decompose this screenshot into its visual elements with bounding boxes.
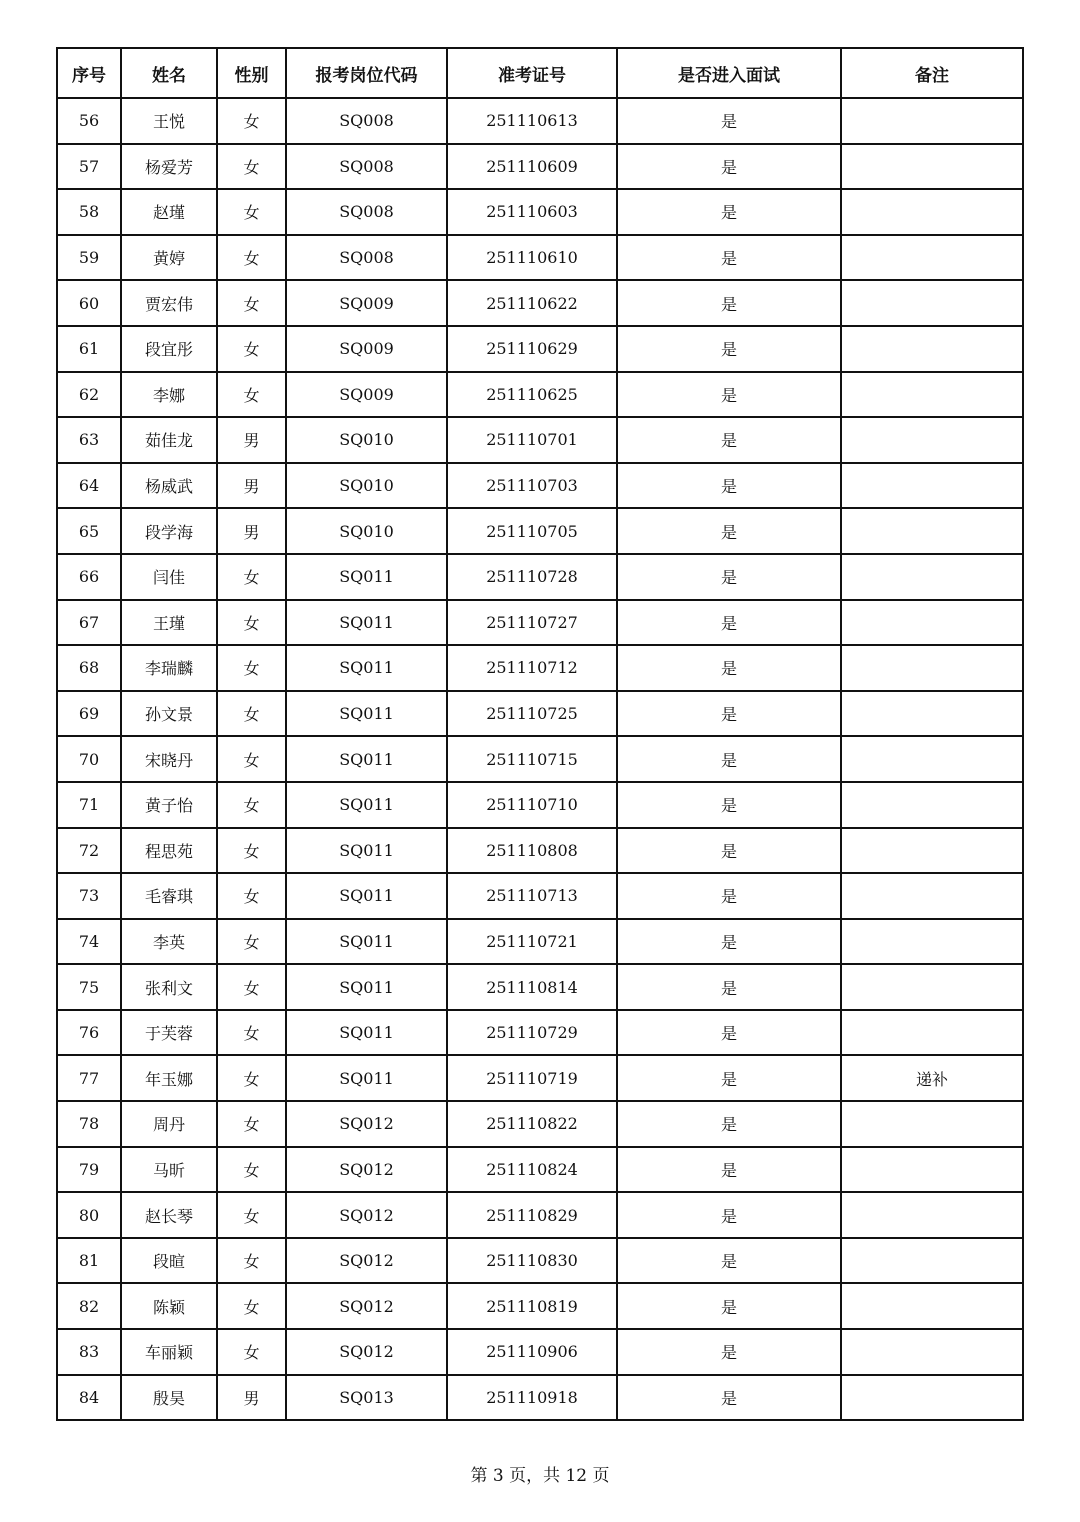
- table-row: [57, 280, 1023, 326]
- table-row: [57, 1329, 1023, 1375]
- col-position-code-cell: SQ011: [286, 1010, 447, 1056]
- col-remarks-cell: [841, 417, 1023, 463]
- col-name-cell: 段宜彤: [121, 326, 217, 372]
- col-ticket-number-cell: 251110824: [447, 1147, 617, 1193]
- col-interview-cell: 是: [617, 98, 841, 144]
- col-seq-cell: 72: [57, 828, 121, 874]
- col-interview-cell: 是: [617, 1329, 841, 1375]
- table-row: [57, 1192, 1023, 1238]
- col-interview-cell: 是: [617, 1375, 841, 1421]
- col-name-cell: 程思苑: [121, 828, 217, 874]
- page-footer: 第 3 页，共 12 页: [470, 1466, 610, 1486]
- col-interview-cell: 是: [617, 189, 841, 235]
- col-gender-cell: 女: [217, 1147, 286, 1193]
- col-gender-header: 性别: [217, 48, 286, 98]
- col-remarks-cell: [841, 1283, 1023, 1329]
- col-gender-cell: 女: [217, 98, 286, 144]
- col-gender-cell: 女: [217, 964, 286, 1010]
- col-remarks-header: 备注: [841, 48, 1023, 98]
- table-row: [57, 417, 1023, 463]
- col-gender-cell: 女: [217, 645, 286, 691]
- col-remarks-cell: [841, 372, 1023, 418]
- col-seq-cell: 69: [57, 691, 121, 737]
- table-row: [57, 98, 1023, 144]
- col-ticket-number-header: 准考证号: [447, 48, 617, 98]
- col-ticket-number-cell: 251110629: [447, 326, 617, 372]
- col-remarks-cell: [841, 600, 1023, 646]
- col-position-code-cell: SQ011: [286, 736, 447, 782]
- col-interview-cell: 是: [617, 1238, 841, 1284]
- table-row: [57, 736, 1023, 782]
- col-name-cell: 贾宏伟: [121, 280, 217, 326]
- col-position-code-cell: SQ011: [286, 691, 447, 737]
- table-row: [57, 600, 1023, 646]
- col-name-cell: 宋晓丹: [121, 736, 217, 782]
- table-row: [57, 645, 1023, 691]
- col-gender-cell: 女: [217, 280, 286, 326]
- col-name-cell: 杨威武: [121, 463, 217, 509]
- col-position-code-cell: SQ011: [286, 600, 447, 646]
- col-ticket-number-cell: 251110829: [447, 1192, 617, 1238]
- col-ticket-number-cell: 251110725: [447, 691, 617, 737]
- col-remarks-cell: [841, 1192, 1023, 1238]
- table-row: [57, 1010, 1023, 1056]
- table-row: [57, 508, 1023, 554]
- col-position-code-cell: SQ013: [286, 1375, 447, 1421]
- col-seq-cell: 61: [57, 326, 121, 372]
- col-interview-cell: 是: [617, 1055, 841, 1101]
- col-position-code-cell: SQ012: [286, 1329, 447, 1375]
- table-row: [57, 554, 1023, 600]
- col-remarks-cell: [841, 508, 1023, 554]
- col-interview-cell: 是: [617, 873, 841, 919]
- candidate-table: [56, 47, 1024, 1421]
- table-row: [57, 463, 1023, 509]
- col-position-code-cell: SQ011: [286, 919, 447, 965]
- col-ticket-number-cell: 251110712: [447, 645, 617, 691]
- col-position-code-cell: SQ009: [286, 372, 447, 418]
- col-interview-cell: 是: [617, 1147, 841, 1193]
- col-gender-cell: 女: [217, 828, 286, 874]
- col-position-code-cell: SQ012: [286, 1101, 447, 1147]
- col-seq-cell: 62: [57, 372, 121, 418]
- col-interview-cell: 是: [617, 463, 841, 509]
- col-interview-cell: 是: [617, 600, 841, 646]
- col-remarks-cell: [841, 1238, 1023, 1284]
- col-gender-cell: 女: [217, 1329, 286, 1375]
- col-seq-cell: 84: [57, 1375, 121, 1421]
- table-row: [57, 235, 1023, 281]
- table-row: [57, 873, 1023, 919]
- col-ticket-number-cell: 251110727: [447, 600, 617, 646]
- col-seq-cell: 78: [57, 1101, 121, 1147]
- col-remarks-cell: [841, 1010, 1023, 1056]
- col-interview-cell: 是: [617, 964, 841, 1010]
- table-row: [57, 782, 1023, 828]
- table-row: [57, 1055, 1023, 1101]
- col-position-code-cell: SQ008: [286, 98, 447, 144]
- col-position-code-cell: SQ011: [286, 964, 447, 1010]
- col-ticket-number-cell: 251110719: [447, 1055, 617, 1101]
- col-gender-cell: 男: [217, 463, 286, 509]
- col-gender-cell: 男: [217, 508, 286, 554]
- col-name-cell: 李瑞麟: [121, 645, 217, 691]
- col-gender-cell: 女: [217, 1101, 286, 1147]
- col-interview-cell: 是: [617, 1010, 841, 1056]
- col-ticket-number-cell: 251110705: [447, 508, 617, 554]
- col-name-cell: 李娜: [121, 372, 217, 418]
- col-gender-cell: 女: [217, 235, 286, 281]
- col-gender-cell: 女: [217, 326, 286, 372]
- candidate-table-container: [56, 47, 1022, 1421]
- col-seq-cell: 71: [57, 782, 121, 828]
- col-seq-cell: 64: [57, 463, 121, 509]
- col-name-cell: 闫佳: [121, 554, 217, 600]
- col-seq-cell: 81: [57, 1238, 121, 1284]
- col-name-cell: 马昕: [121, 1147, 217, 1193]
- col-ticket-number-cell: 251110715: [447, 736, 617, 782]
- col-name-cell: 杨爱芳: [121, 144, 217, 190]
- col-remarks-cell: [841, 463, 1023, 509]
- col-seq-cell: 75: [57, 964, 121, 1010]
- col-seq-cell: 56: [57, 98, 121, 144]
- col-position-code-cell: SQ010: [286, 417, 447, 463]
- col-remarks-cell: [841, 554, 1023, 600]
- col-position-code-cell: SQ011: [286, 554, 447, 600]
- col-seq-cell: 80: [57, 1192, 121, 1238]
- col-ticket-number-cell: 251110622: [447, 280, 617, 326]
- table-row: [57, 189, 1023, 235]
- col-ticket-number-cell: 251110729: [447, 1010, 617, 1056]
- col-interview-cell: 是: [617, 235, 841, 281]
- col-name-cell: 赵瑾: [121, 189, 217, 235]
- col-gender-cell: 女: [217, 1283, 286, 1329]
- col-remarks-cell: [841, 828, 1023, 874]
- col-seq-cell: 76: [57, 1010, 121, 1056]
- col-name-cell: 王瑾: [121, 600, 217, 646]
- col-ticket-number-cell: 251110819: [447, 1283, 617, 1329]
- table-row: [57, 1101, 1023, 1147]
- col-gender-cell: 女: [217, 1192, 286, 1238]
- col-gender-cell: 女: [217, 600, 286, 646]
- col-remarks-cell: [841, 645, 1023, 691]
- col-remarks-cell: [841, 964, 1023, 1010]
- col-ticket-number-cell: 251110625: [447, 372, 617, 418]
- col-name-cell: 黄子怡: [121, 782, 217, 828]
- col-remarks-cell: [841, 189, 1023, 235]
- col-remarks-cell: [841, 1329, 1023, 1375]
- col-remarks-cell: [841, 1101, 1023, 1147]
- col-interview-cell: 是: [617, 326, 841, 372]
- col-name-cell: 于芙蓉: [121, 1010, 217, 1056]
- col-interview-cell: 是: [617, 736, 841, 782]
- col-seq-cell: 70: [57, 736, 121, 782]
- col-seq-cell: 65: [57, 508, 121, 554]
- col-position-code-cell: SQ012: [286, 1192, 447, 1238]
- table-row: [57, 326, 1023, 372]
- col-position-code-cell: SQ010: [286, 463, 447, 509]
- col-seq-cell: 66: [57, 554, 121, 600]
- col-seq-cell: 58: [57, 189, 121, 235]
- col-name-cell: 赵长琴: [121, 1192, 217, 1238]
- col-gender-cell: 女: [217, 736, 286, 782]
- col-ticket-number-cell: 251110701: [447, 417, 617, 463]
- col-interview-cell: 是: [617, 417, 841, 463]
- table-row: [57, 964, 1023, 1010]
- col-remarks-cell: [841, 326, 1023, 372]
- col-interview-cell: 是: [617, 828, 841, 874]
- col-position-code-header: 报考岗位代码: [286, 48, 447, 98]
- col-gender-cell: 女: [217, 1010, 286, 1056]
- col-gender-cell: 女: [217, 873, 286, 919]
- col-ticket-number-cell: 251110808: [447, 828, 617, 874]
- col-ticket-number-cell: 251110728: [447, 554, 617, 600]
- col-gender-cell: 男: [217, 1375, 286, 1421]
- col-gender-cell: 女: [217, 189, 286, 235]
- col-seq-cell: 74: [57, 919, 121, 965]
- col-position-code-cell: SQ011: [286, 1055, 447, 1101]
- col-name-cell: 车丽颖: [121, 1329, 217, 1375]
- col-name-cell: 李英: [121, 919, 217, 965]
- col-interview-cell: 是: [617, 280, 841, 326]
- table-row: [57, 144, 1023, 190]
- col-seq-cell: 82: [57, 1283, 121, 1329]
- col-name-cell: 年玉娜: [121, 1055, 217, 1101]
- col-gender-cell: 女: [217, 1238, 286, 1284]
- col-position-code-cell: SQ011: [286, 645, 447, 691]
- col-remarks-cell: [841, 98, 1023, 144]
- col-remarks-cell: 递补: [841, 1055, 1023, 1101]
- table-row: [57, 828, 1023, 874]
- col-gender-cell: 女: [217, 691, 286, 737]
- col-interview-cell: 是: [617, 782, 841, 828]
- col-interview-cell: 是: [617, 372, 841, 418]
- col-remarks-cell: [841, 235, 1023, 281]
- col-remarks-cell: [841, 1375, 1023, 1421]
- col-remarks-cell: [841, 736, 1023, 782]
- col-seq-header: 序号: [57, 48, 121, 98]
- col-position-code-cell: SQ008: [286, 189, 447, 235]
- table-body: [57, 98, 1023, 1420]
- col-seq-cell: 60: [57, 280, 121, 326]
- table-row: [57, 1238, 1023, 1284]
- col-name-cell: 毛睿琪: [121, 873, 217, 919]
- col-ticket-number-cell: 251110814: [447, 964, 617, 1010]
- col-interview-cell: 是: [617, 1283, 841, 1329]
- col-seq-cell: 57: [57, 144, 121, 190]
- col-interview-header: 是否进入面试: [617, 48, 841, 98]
- col-position-code-cell: SQ012: [286, 1238, 447, 1284]
- col-interview-cell: 是: [617, 691, 841, 737]
- col-ticket-number-cell: 251110603: [447, 189, 617, 235]
- col-remarks-cell: [841, 782, 1023, 828]
- col-position-code-cell: SQ012: [286, 1147, 447, 1193]
- col-position-code-cell: SQ009: [286, 326, 447, 372]
- col-position-code-cell: SQ010: [286, 508, 447, 554]
- col-gender-cell: 女: [217, 1055, 286, 1101]
- col-name-cell: 王悦: [121, 98, 217, 144]
- col-name-cell: 孙文景: [121, 691, 217, 737]
- col-ticket-number-cell: 251110610: [447, 235, 617, 281]
- col-position-code-cell: SQ008: [286, 235, 447, 281]
- col-name-cell: 黄婷: [121, 235, 217, 281]
- col-position-code-cell: SQ011: [286, 873, 447, 919]
- col-name-cell: 段暄: [121, 1238, 217, 1284]
- col-position-code-cell: SQ009: [286, 280, 447, 326]
- col-gender-cell: 男: [217, 417, 286, 463]
- col-seq-cell: 83: [57, 1329, 121, 1375]
- col-gender-cell: 女: [217, 144, 286, 190]
- col-seq-cell: 67: [57, 600, 121, 646]
- col-remarks-cell: [841, 691, 1023, 737]
- col-name-cell: 段学海: [121, 508, 217, 554]
- col-gender-cell: 女: [217, 554, 286, 600]
- col-name-cell: 周丹: [121, 1101, 217, 1147]
- col-interview-cell: 是: [617, 919, 841, 965]
- table-row: [57, 691, 1023, 737]
- table-row: [57, 1375, 1023, 1421]
- col-name-header: 姓名: [121, 48, 217, 98]
- table-row: [57, 919, 1023, 965]
- col-interview-cell: 是: [617, 1192, 841, 1238]
- table-header: [57, 48, 1023, 98]
- col-position-code-cell: SQ011: [286, 828, 447, 874]
- col-interview-cell: 是: [617, 554, 841, 600]
- table-row: [57, 1147, 1023, 1193]
- table-row: [57, 1283, 1023, 1329]
- col-interview-cell: 是: [617, 645, 841, 691]
- col-remarks-cell: [841, 144, 1023, 190]
- col-seq-cell: 77: [57, 1055, 121, 1101]
- col-ticket-number-cell: 251110822: [447, 1101, 617, 1147]
- col-seq-cell: 63: [57, 417, 121, 463]
- col-gender-cell: 女: [217, 919, 286, 965]
- col-position-code-cell: SQ008: [286, 144, 447, 190]
- col-interview-cell: 是: [617, 508, 841, 554]
- col-ticket-number-cell: 251110613: [447, 98, 617, 144]
- col-seq-cell: 59: [57, 235, 121, 281]
- col-gender-cell: 女: [217, 782, 286, 828]
- col-ticket-number-cell: 251110906: [447, 1329, 617, 1375]
- col-ticket-number-cell: 251110721: [447, 919, 617, 965]
- col-seq-cell: 79: [57, 1147, 121, 1193]
- col-gender-cell: 女: [217, 372, 286, 418]
- col-seq-cell: 73: [57, 873, 121, 919]
- col-remarks-cell: [841, 919, 1023, 965]
- table-row: [57, 372, 1023, 418]
- header-row: [57, 48, 1023, 98]
- col-ticket-number-cell: 251110713: [447, 873, 617, 919]
- col-ticket-number-cell: 251110830: [447, 1238, 617, 1284]
- col-name-cell: 殷昊: [121, 1375, 217, 1421]
- col-ticket-number-cell: 251110703: [447, 463, 617, 509]
- col-name-cell: 陈颖: [121, 1283, 217, 1329]
- col-position-code-cell: SQ012: [286, 1283, 447, 1329]
- col-name-cell: 张利文: [121, 964, 217, 1010]
- col-interview-cell: 是: [617, 1101, 841, 1147]
- col-position-code-cell: SQ011: [286, 782, 447, 828]
- col-name-cell: 茹佳龙: [121, 417, 217, 463]
- col-remarks-cell: [841, 280, 1023, 326]
- col-remarks-cell: [841, 1147, 1023, 1193]
- col-ticket-number-cell: 251110918: [447, 1375, 617, 1421]
- col-seq-cell: 68: [57, 645, 121, 691]
- col-ticket-number-cell: 251110609: [447, 144, 617, 190]
- col-interview-cell: 是: [617, 144, 841, 190]
- col-remarks-cell: [841, 873, 1023, 919]
- col-ticket-number-cell: 251110710: [447, 782, 617, 828]
